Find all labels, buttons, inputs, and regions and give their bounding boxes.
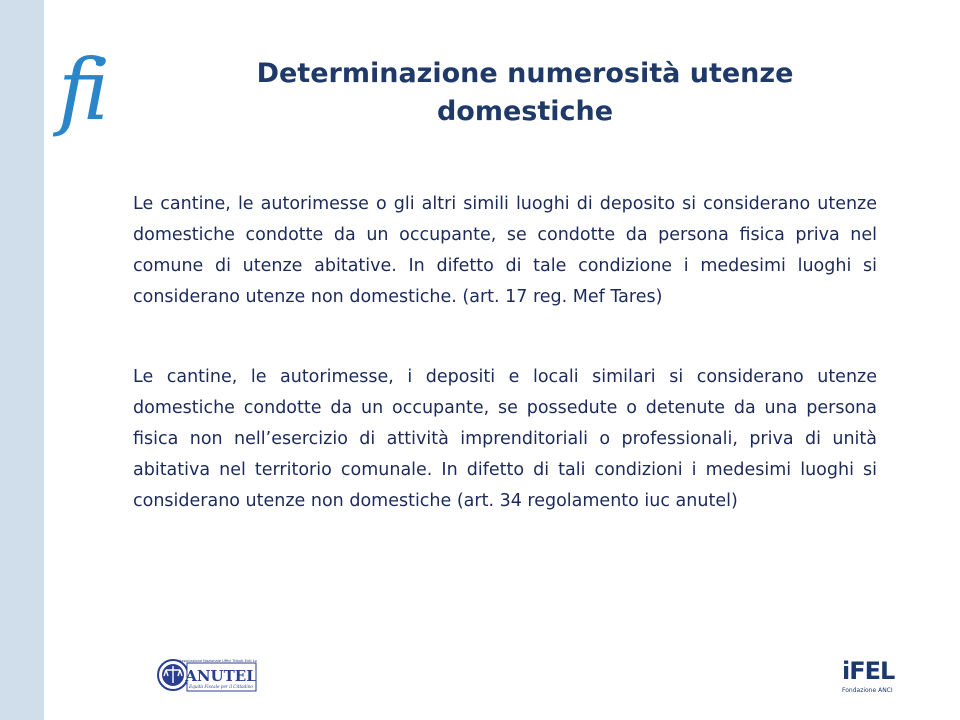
ifel-logo: [842, 656, 895, 700]
slide-title: Determinazione numerosità utenze domestiche: [256, 58, 794, 127]
anutel-logo-graphic: [155, 655, 257, 695]
fi-logo: fi: [58, 41, 104, 139]
ifel-wordmark: iFEL: [842, 657, 895, 685]
anutel-wordmark: ANUTEL: [185, 667, 257, 685]
body-paragraph-2: Le cantine, le autorimesse, i depositi e locali similari si considerano utenze domestiche condotte da un occupante, se possedute o detenute da una persona fisica non nell’esercizio di attività imprenditoriali o professionali, priva di unità abitativa nel territorio comunale. In difetto di tali condizioni i medesimi luoghi si considerano utenze non domestiche (art. 34 regolamento iuc anutel): [133, 367, 877, 511]
body-paragraph-1: Le cantine, le autorimesse o gli altri simili luoghi di deposito si considerano utenze domestiche condotte da un occupante, se condotte da persona fisica priva nel comune di utenze abitative. In difetto di tale condizione i medesimi luoghi si considerano utenze non domestiche. (art. 17 reg. Mef Tares): [133, 194, 877, 307]
ifel-subtitle: Fondazione ANCI: [842, 687, 893, 694]
anutel-tagline: Equità Fiscale per il Cittadino: [189, 684, 253, 689]
anutel-top-text: Associazione Nazionale Uffici Tributi Enti Locali: [179, 659, 257, 663]
anutel-logo: [155, 655, 257, 695]
left-decorative-bar: [0, 0, 44, 720]
